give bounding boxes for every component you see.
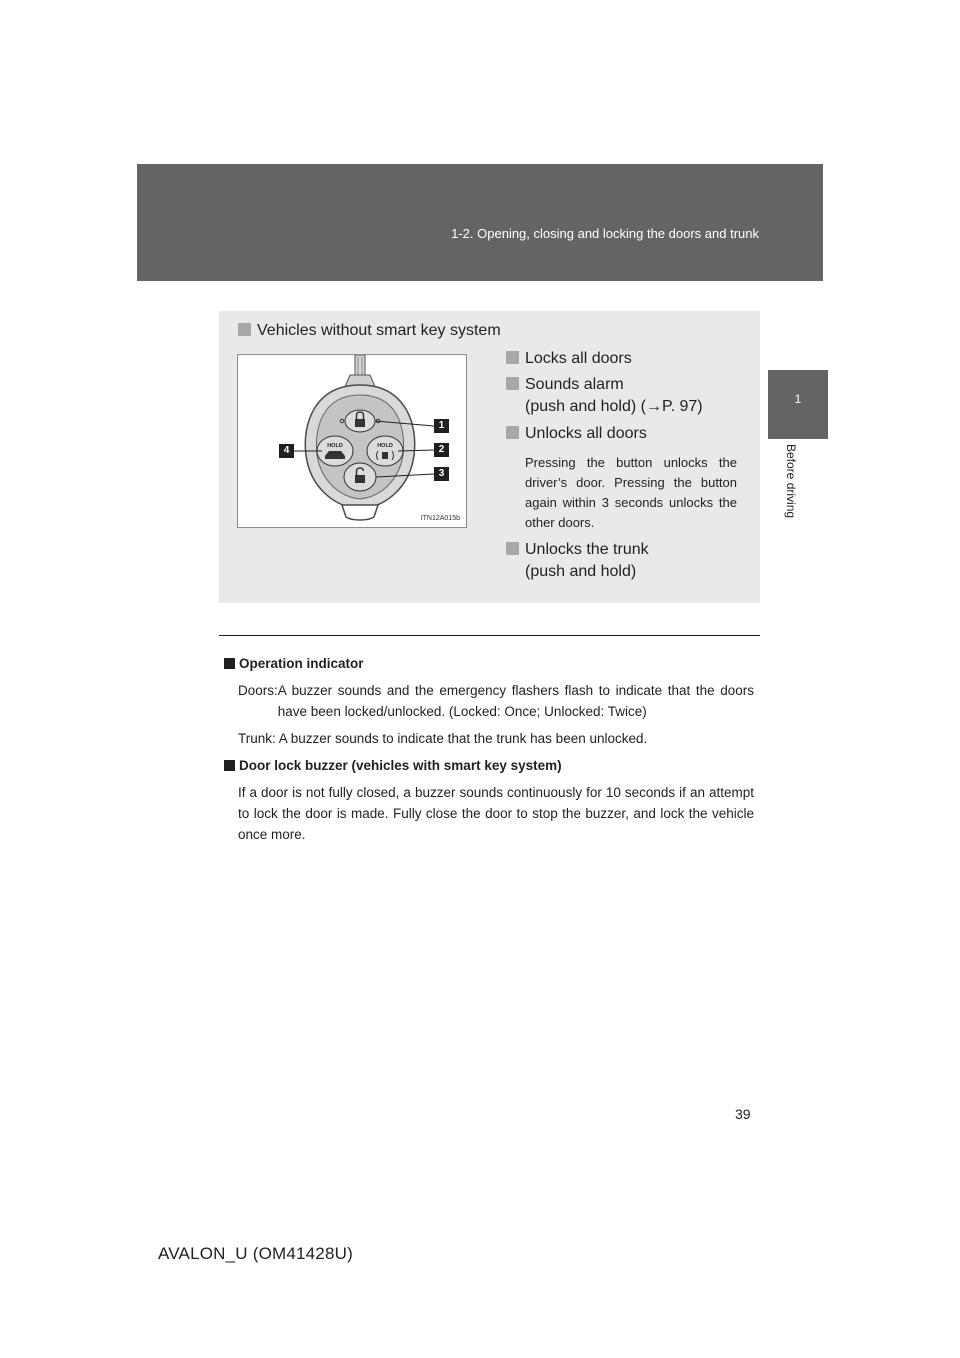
unlock-note: Pressing the button unlocks the driver’s door. Pressing the button again within 3 seconds unlocks the other doors. <box>525 455 737 530</box>
footer-document-id: AVALON_U (OM41428U) <box>158 1244 353 1263</box>
svg-text:HOLD: HOLD <box>377 443 393 449</box>
doors-label: Doors: <box>238 683 278 698</box>
chapter-label: Before driving <box>784 444 798 519</box>
square-bullet-icon <box>506 351 519 364</box>
section-title: 1-2. Opening, closing and locking the doors and trunk <box>451 226 759 241</box>
callout-1: 1 <box>434 419 449 433</box>
callout-2: 2 <box>434 443 449 457</box>
square-bullet-icon <box>506 377 519 390</box>
square-bullet-icon <box>224 760 235 771</box>
chapter-number: 1 <box>794 392 802 406</box>
section-divider <box>219 635 760 636</box>
square-bullet-icon <box>506 426 519 439</box>
notes-section <box>224 653 754 845</box>
chapter-tab <box>768 370 828 439</box>
key-function-box <box>219 311 760 603</box>
square-bullet-icon <box>238 323 251 336</box>
doors-paragraph <box>224 680 754 722</box>
item-sounds-alarm-sub: (push and hold) (→P. 97) <box>525 398 703 415</box>
box-title: Vehicles without smart key system <box>238 322 501 340</box>
page-number: 39 <box>735 1106 751 1122</box>
svg-text:HOLD: HOLD <box>327 443 343 449</box>
item-sounds-alarm: Sounds alarm (push and hold) (→P. 97) <box>506 376 703 416</box>
buzzer-paragraph: If a door is not fully closed, a buzzer sounds continuously for 10 seconds if an attempt to lock the door is made. Fully close the door to stop the buzzer, and lock the vehicle once more. <box>238 785 754 842</box>
item-unlocks-all-doors: Unlocks all doors <box>506 425 647 443</box>
note-heading-buzzer: Door lock buzzer (vehicles with smart key system) <box>224 755 754 776</box>
wireless-key-illustration <box>238 355 466 527</box>
key-figure <box>237 354 467 528</box>
doors-text: A buzzer sounds and the emergency flashers flash to indicate that the doors have been locked/unlocked. (Locked: Once; Unlocked: Twice) <box>277 683 754 719</box>
trunk-paragraph: Trunk: A buzzer sounds to indicate that the trunk has been unlocked. <box>238 731 648 746</box>
figure-code: ITN12A015b <box>420 515 460 522</box>
callout-3: 3 <box>434 467 449 481</box>
note-heading-operation: Operation indicator <box>224 653 754 674</box>
header-band <box>137 164 823 281</box>
item-unlocks-trunk: Unlocks the trunk (push and hold) <box>506 541 649 581</box>
item-locks-all-doors: Locks all doors <box>506 350 632 368</box>
square-bullet-icon <box>224 658 235 669</box>
item-unlocks-trunk-sub: (push and hold) <box>525 563 637 580</box>
callout-4: 4 <box>279 444 294 458</box>
square-bullet-icon <box>506 542 519 555</box>
